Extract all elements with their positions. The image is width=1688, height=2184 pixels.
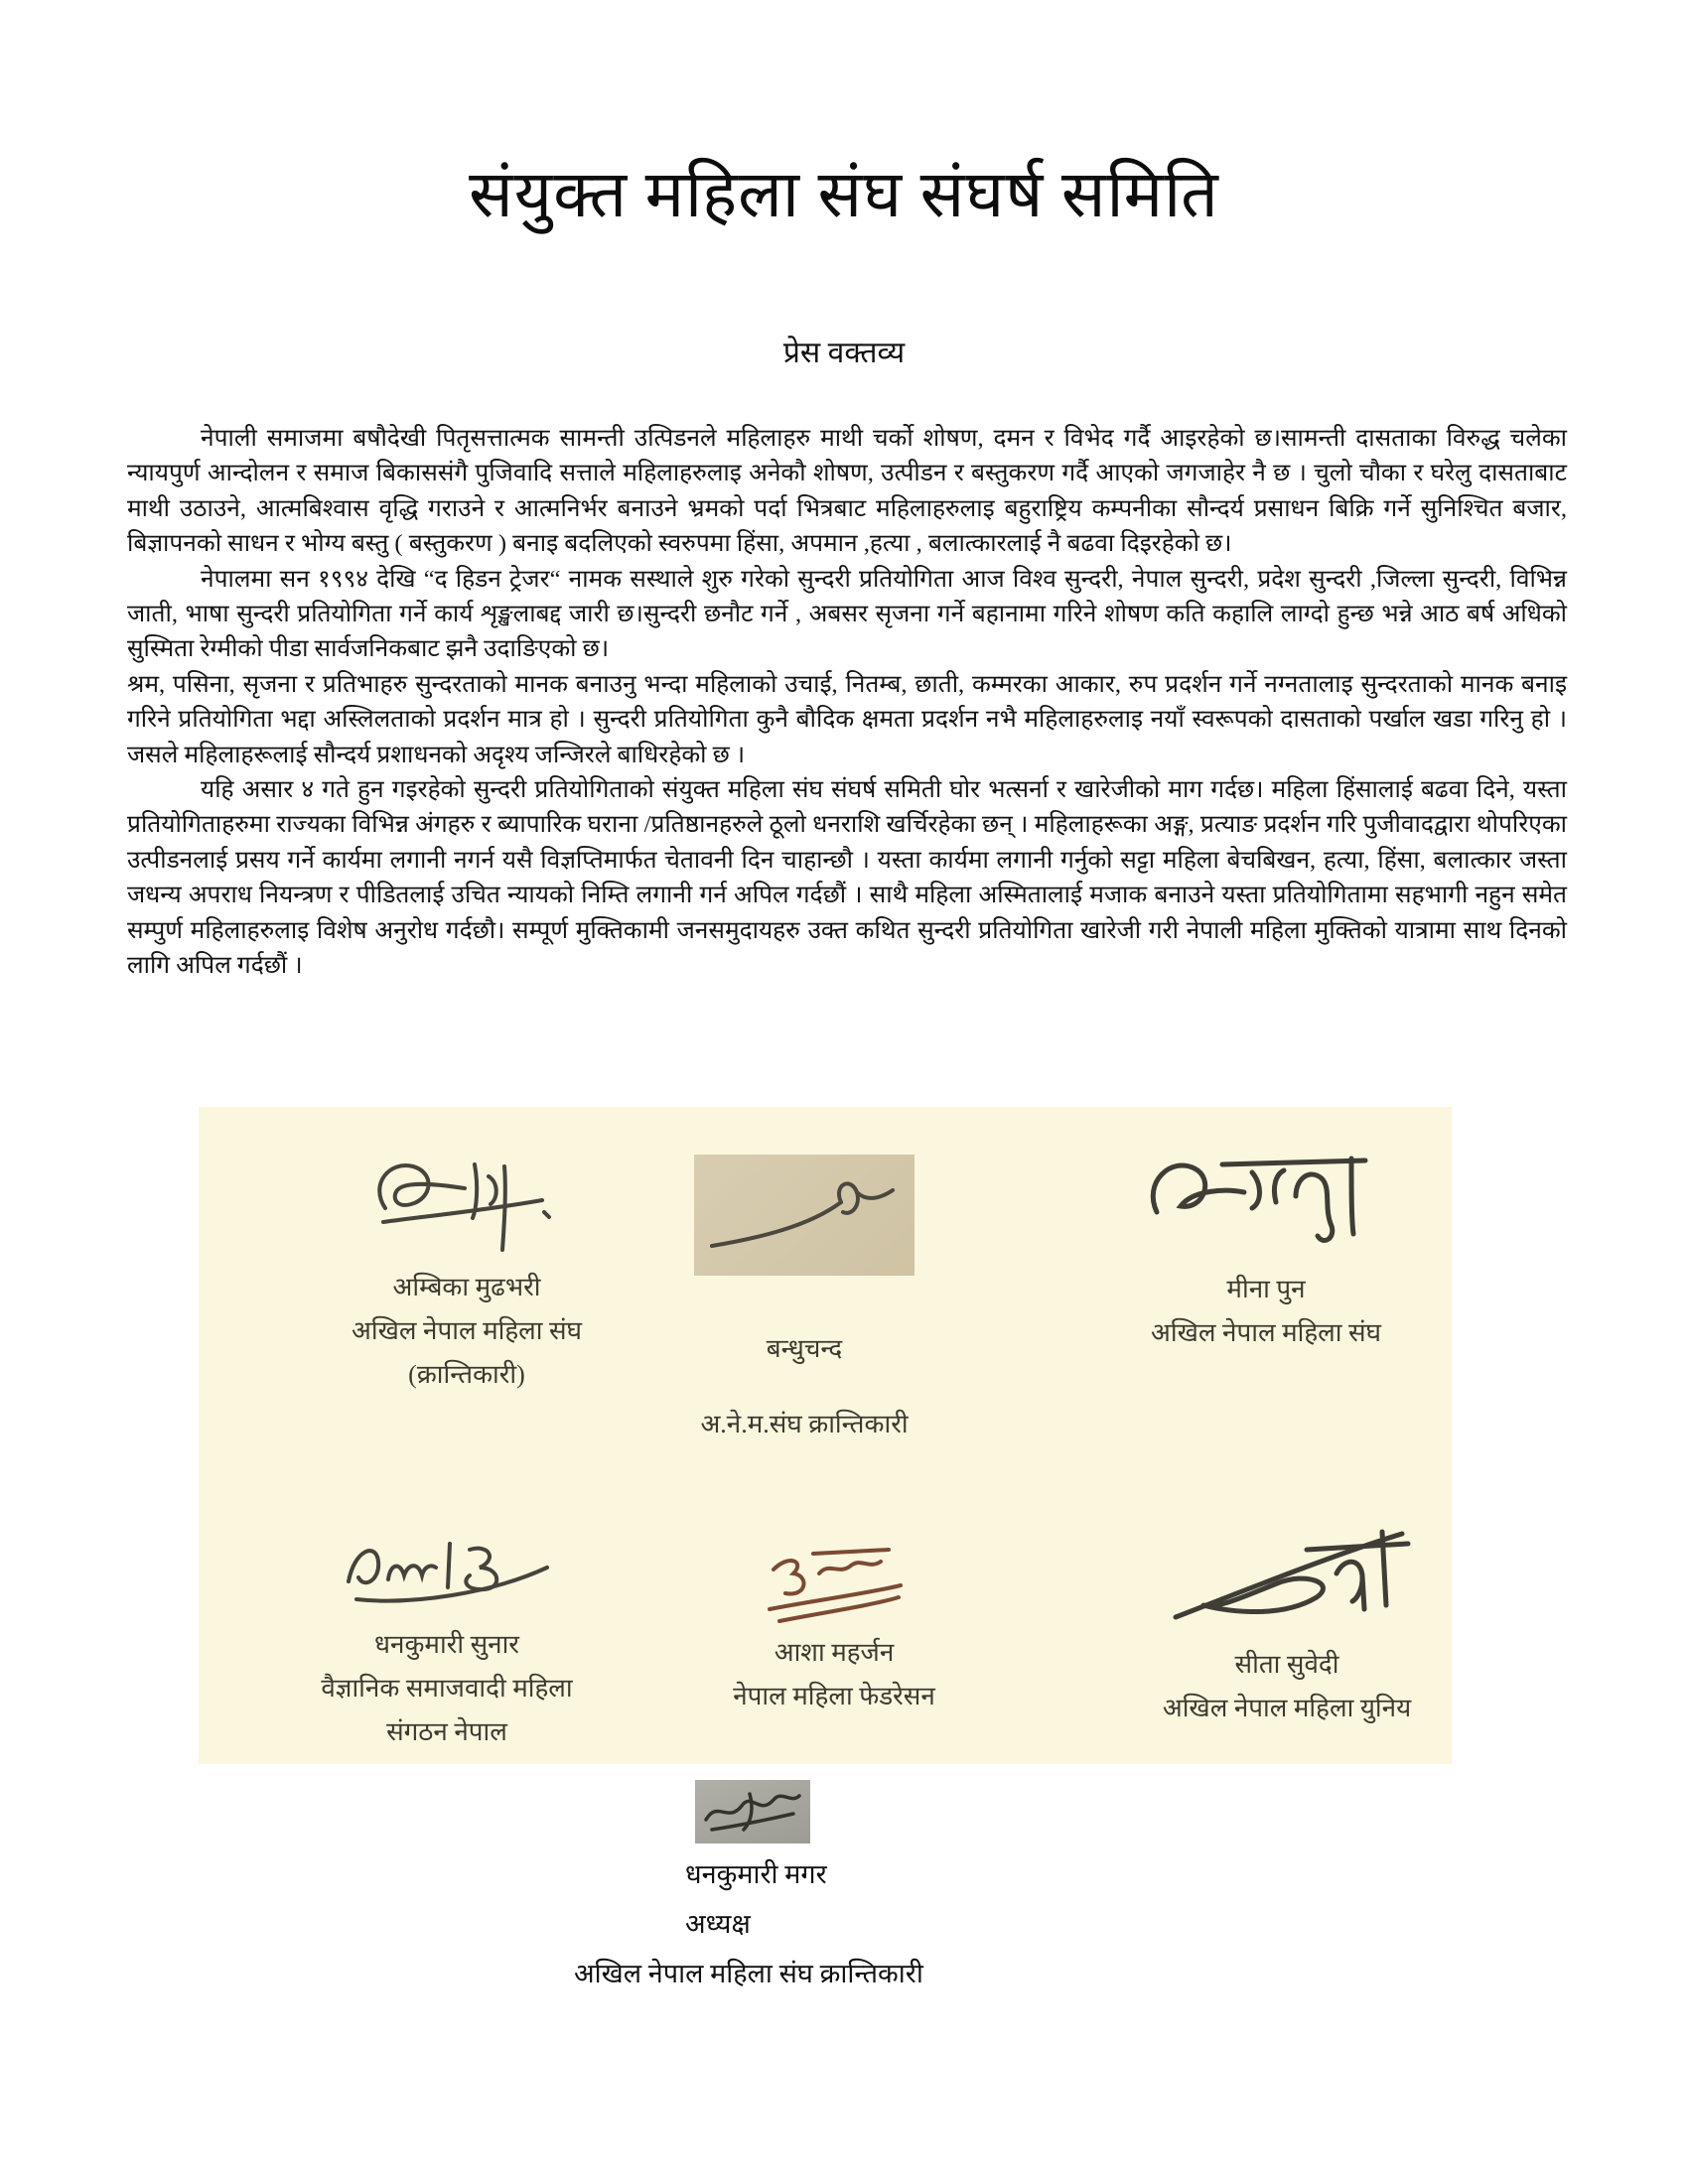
sita-signature-icon	[1158, 1514, 1416, 1643]
signer-name: अम्बिका मुढभरी	[392, 1273, 541, 1301]
ambika-signature-icon	[348, 1147, 586, 1266]
signer-organization: अखिल नेपाल महिला युनिय	[1162, 1694, 1412, 1722]
signer-name: आशा महर्जन	[774, 1638, 895, 1667]
paragraph-2: नेपालमा सन १९९४ देखि “द हिडन ट्रेजर“ नामक सस्थाले शुरु गरेको सुन्दरी प्रतियोगिता आज विश्व सुन्दरी, नेपाल सुन्दरी, प्रदेश सुन्दरी ,जिल्ला सुन्दरी, विभिन्न जाती, भाषा सुन्दरी प्रतियोगिता गर्ने कार्य शृङ्खलाबद्द जारी छ।सुन्दरी छनौट गर्ने , अबसर सृजना गर्ने बहानामा गरिने शोषण कति कहालि लाग्दो हुन्छ भन्ने आठ बर्ष अधिको सुस्मिता रेग्मीको पीडा सार्वजनिकबाट झनै उदाङिएको छ।	[127, 565, 1567, 663]
chairperson-signature-box	[695, 1780, 810, 1843]
signer-name: धनकुमारी सुनार	[374, 1630, 519, 1659]
chairperson-signature-icon	[698, 1782, 807, 1842]
signature-group-sita	[1122, 1514, 1452, 1730]
bandhuchanda-signature-photo-box	[694, 1155, 914, 1276]
signature-group-meena	[1102, 1139, 1430, 1355]
dhankumari-sunar-signature-icon	[333, 1524, 561, 1623]
meena-signature-icon	[1127, 1139, 1405, 1268]
signer-name: बन्धुचन्द	[766, 1334, 843, 1363]
page-title: संयुक्त महिला संघ संघर्ष समिति	[469, 159, 1219, 231]
bandhuchanda-signature-icon	[700, 1168, 909, 1263]
signer-organization-suffix: (क्रान्तिकारी)	[408, 1360, 525, 1389]
signer-organization: अखिल नेपाल महिला संघ	[1151, 1318, 1381, 1347]
signer-organization: नेपाल महिला फेडरेसन	[733, 1682, 935, 1710]
signature-group-dhankumari-sunar	[258, 1524, 635, 1754]
asha-signature-icon	[750, 1532, 918, 1631]
statement-body	[127, 421, 1567, 984]
signature-group-asha	[695, 1532, 973, 1718]
signature-group-ambika	[278, 1147, 655, 1397]
document-subtitle: प्रेस वक्तव्य	[782, 337, 906, 369]
signature-group-bandhuchanda	[675, 1155, 933, 1446]
signer-organization: वैज्ञानिक समाजवादी महिला	[321, 1674, 573, 1703]
paragraph-1: नेपाली समाजमा बषौदेखी पितृसत्तात्मक सामन्ती उत्पिडनले महिलाहरु माथी चर्को शोषण, दमन र विभेद गर्दै आइरहेको छ।सामन्ती दासताका विरुद्ध चलेका न्यायपुर्ण आन्दोलन र समाज बिकाससंगै पुजिवादि सत्ताले महिलाहरुलाइ अनेकौ शोषण, उत्पीडन र बस्तुकरण गर्दै आएको जगजाहेर नै छ । चुलो चौका र घरेलु दासताबाट माथी उठाउने, आत्मबिश्वास वृद्धि गराउने र आत्मनिर्भर बनाउने भ्रमको पर्दा भित्रबाट महिलाहरुलाइ बहुराष्ट्रिय कम्पनीका सौन्दर्य प्रसाधन बिक्रि गर्ने सुनिश्चित बजार, बिज्ञापनको साधन र भोग्य बस्तु ( बस्तुकरण ) बनाइ बदलिएको स्वरुपमा हिंसा, अपमान ,हत्या , बलात्कारलाई नै बढवा दिइरहेको छ।	[127, 425, 1567, 558]
signer-name: सीता सुवेदी	[1234, 1650, 1339, 1679]
paragraph-4: यहि असार ४ गते हुन गइरहेको सुन्दरी प्रतियोगिताको संयुक्त महिला संघ संघर्ष समिती घोर भत्सर्ना र खारेजीको माग गर्दछ। महिला हिंसालाई बढवा दिने, यस्ता प्रतियोगिताहरुमा राज्यका विभिन्न अंगहरु र ब्यापारिक घराना /प्रतिष्ठानहरुले ठूलो धनराशि खर्चिरहेका छन् । महिलाहरूका अङ्ग, प्रत्याङ प्रदर्शन गरि पुजीवादद्वारा थोपरिएका उत्पीडनलाई प्रसय गर्ने कार्यमा लगानी नगर्न यसै विज्ञप्तिमार्फत चेतावनी दिन चाहान्छौ । यस्ता कार्यमा लगानी गर्नुको सट्टा महिला बेचबिखन, हत्या, हिंसा, बलात्कार जस्ता जधन्य अपराध नियन्त्रण र पीडितलाई उचित न्यायको निम्ति लगानी गर्न अपिल गर्दछौं । साथै महिला अस्मितालाई मजाक बनाउने यस्ता प्रतियोगितामा सहभागी नहुन समेत सम्पुर्ण महिलाहरुलाइ विशेष अनुरोध गर्दछौ। सम्पूर्ण मुक्तिकामी जनसमुदायहरु उक्त कथित सुन्दरी प्रतियोगिता खारेजी गरी नेपाली महिला मुक्तिको यात्रामा साथ दिनको लागि अपिल गर्दछौं ।	[127, 776, 1567, 980]
signer-organization: अ.ने.म.संघ क्रान्तिकारी	[700, 1410, 909, 1438]
signer-organization: अखिल नेपाल महिला संघ	[352, 1316, 582, 1345]
chairperson-name: धनकुमारी मगर	[685, 1859, 827, 1889]
chairperson-organization: अखिल नेपाल महिला संघ क्रान्तिकारी	[574, 1959, 923, 1988]
paragraph-3: श्रम, पसिना, सृजना र प्रतिभाहरु सुन्दरताको मानक बनाउनु भन्दा महिलाको उचाई, नितम्ब, छाती, कम्मरका आकार, रुप प्रदर्शन गर्ने नग्नतालाइ सुन्दरताको मानक बनाइ गरिने प्रतियोगिता भद्दा अस्लिलताको प्रदर्शन मात्र हो । सुन्दरी प्रतियोगिता कुनै बौदिक क्षमता प्रदर्शन नभै महिलाहरुलाइ नयाँ स्वरूपको दासताको पर्खाल खडा गरिनु हो । जसले महिलाहरूलाई सौन्दर्य प्रशाधनको अदृश्य जन्जिरले बाधिरहेको छ ।	[127, 670, 1567, 768]
chairperson-title: अध्यक्ष	[685, 1909, 751, 1939]
signer-organization-suffix: संगठन नेपाल	[386, 1717, 507, 1746]
signer-name: मीना पुन	[1226, 1275, 1306, 1303]
signatures-panel	[199, 1107, 1452, 1764]
